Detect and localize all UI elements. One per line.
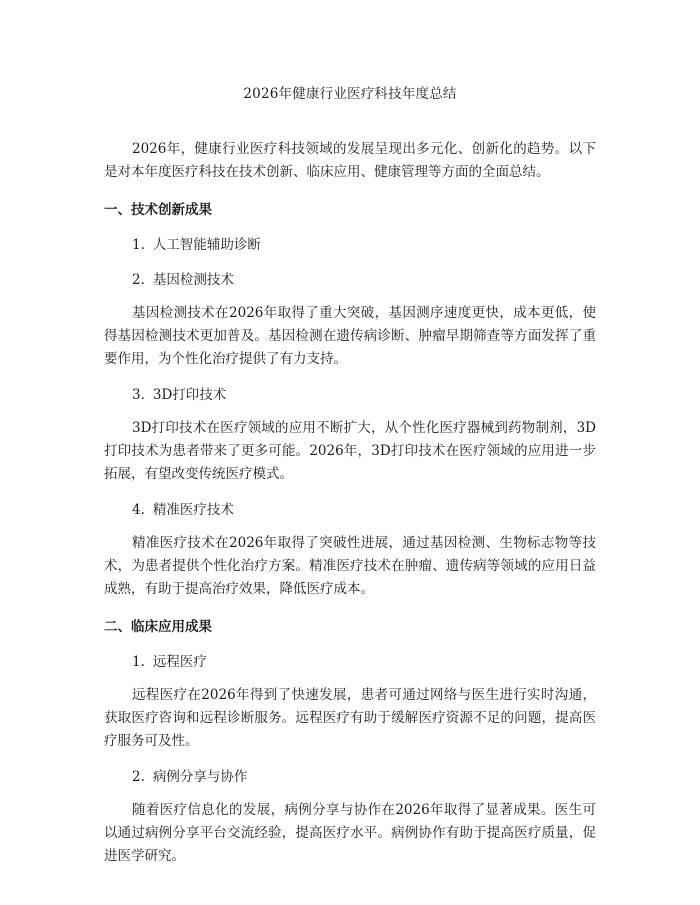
subsection-body: 远程医疗在2026年得到了快速发展，患者可通过网络与医生进行实时沟通，获取医疗咨询和远程诊断服务。远程医疗有助于缓解医疗资源不足的问题，提高医疗服务可及性。 <box>104 687 596 749</box>
subsection-number: 3. <box>132 387 145 403</box>
subsection-title: 3D打印技术 <box>152 387 227 403</box>
subsection-heading <box>104 499 596 521</box>
subsection-body: 精准医疗技术在2026年取得了突破性进展，通过基因检测、生物标志物等技术，为患者提供个性化治疗方案。精准医疗技术在肿瘤、遗传病等领域的应用日益成熟，有助于提高治疗效果，降低医疗成本。 <box>104 535 596 597</box>
subsection-heading <box>104 651 596 673</box>
subsection-heading <box>104 269 596 291</box>
subsection-number: 1. <box>132 237 145 253</box>
subsection-heading <box>104 384 596 406</box>
section-heading-tech-innovation: 一、技术创新成果 <box>104 202 212 218</box>
subsection-number: 2. <box>132 272 145 288</box>
subsection-number: 1. <box>132 654 145 670</box>
subsection-title: 远程医疗 <box>152 654 207 670</box>
subsection-heading <box>104 234 596 256</box>
document-title: 2026年健康行业医疗科技年度总结 <box>243 86 457 102</box>
subsection-title: 基因检测技术 <box>152 272 234 288</box>
subsection-body: 基因检测技术在2026年取得了重大突破，基因测序速度更快，成本更低，使得基因检测技术更加普及。基因检测在遗传病诊断、肿瘤早期筛查等方面发挥了重要作用，为个性化治疗提供了有力支持。 <box>104 305 596 367</box>
subsection-title: 病例分享与协作 <box>152 769 248 785</box>
subsection-number: 4. <box>132 502 145 518</box>
subsection-number: 2. <box>132 769 145 785</box>
subsection-body: 3D打印技术在医疗领域的应用不断扩大，从个性化医疗器械到药物制剂，3D打印技术为患者带来了更多可能。2026年，3D打印技术在医疗领域的应用进一步拓展，有望改变传统医疗模式。 <box>104 420 596 482</box>
subsection-title: 精准医疗技术 <box>152 502 234 518</box>
section-heading-clinical-application: 二、临床应用成果 <box>104 619 212 635</box>
subsection-title: 人工智能辅助诊断 <box>152 237 261 253</box>
subsection-body: 随着医疗信息化的发展，病例分享与协作在2026年取得了显著成果。医生可以通过病例分享平台交流经验，提高医疗水平。病例协作有助于提高医疗质量，促进医学研究。 <box>104 802 596 864</box>
intro-paragraph: 2026年，健康行业医疗科技领域的发展呈现出多元化、创新化的趋势。以下是对本年度医疗科技在技术创新、临床应用、健康管理等方面的全面总结。 <box>104 141 596 180</box>
subsection-heading <box>104 766 596 788</box>
